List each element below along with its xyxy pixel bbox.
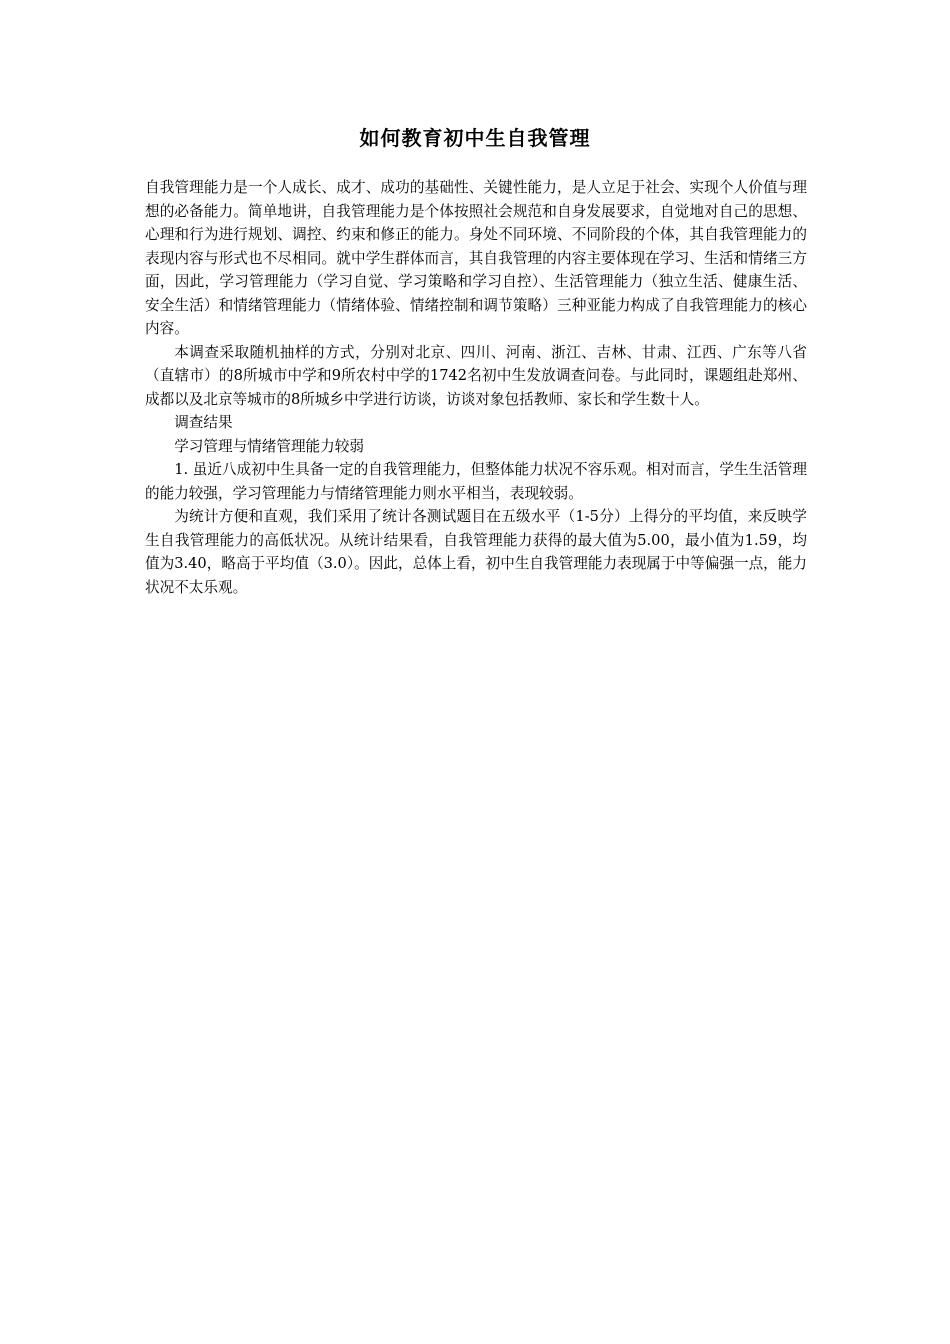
document-title: 如何教育初中生自我管理 — [359, 126, 591, 150]
section-heading-results: 调查结果 — [174, 414, 233, 431]
document-body — [145, 176, 807, 599]
paragraph-intro: 自我管理能力是一个人成长、成才、成功的基础性、关键性能力，是人立足于社会、实现个人价值与理想的必备能力。简单地讲，自我管理能力是个体按照社会规范和自身发展要求，自觉地对自己的思想、心理和行为进行规划、调控、约束和修正的能力。身处不同环境、不同阶段的个体，其自我管理能力的表现内容与形式也不尽相同。就中学生群体而言，其自我管理的内容主要体现在学习、生活和情绪三方面，因此，学习管理能力（学习自觉、学习策略和学习自控）、生活管理能力（独立生活、健康生活、安全生活）和情绪管理能力（情绪体验、情绪控制和调节策略）三种亚能力构成了自我管理能力的核心内容。 — [145, 179, 807, 337]
subsection-heading: 学习管理与情绪管理能力较弱 — [174, 437, 364, 455]
paragraph-finding-1: 1. 虽近八成初中生具备一定的自我管理能力，但整体能力状况不容乐观。相对而言，学生生活管理的能力较强，学习管理能力与情绪管理能力则水平相当，表现较弱。 — [145, 461, 807, 502]
paragraph-statistics: 为统计方便和直观，我们采用了统计各测试题目在五级水平（1-5分）上得分的平均值，来反映学生自我管理能力的高低状况。从统计结果看，自我管理能力获得的最大值为5.00，最小值为1.59，均值为3.40，略高于平均值（3.0）。因此，总体上看，初中生自我管理能力表现属于中等偏强一点，能力状况不太乐观。 — [145, 508, 807, 596]
paragraph-survey-method: 本调查采取随机抽样的方式，分别对北京、四川、河南、浙江、吉林、甘肃、江西、广东等八省（直辖市）的8所城市中学和9所农村中学的1742名初中生发放调查问卷。与此同时，课题组赴郑州、成都以及北京等城市的8所城乡中学进行访谈，访谈对象包括教师、家长和学生数十人。 — [145, 343, 807, 408]
